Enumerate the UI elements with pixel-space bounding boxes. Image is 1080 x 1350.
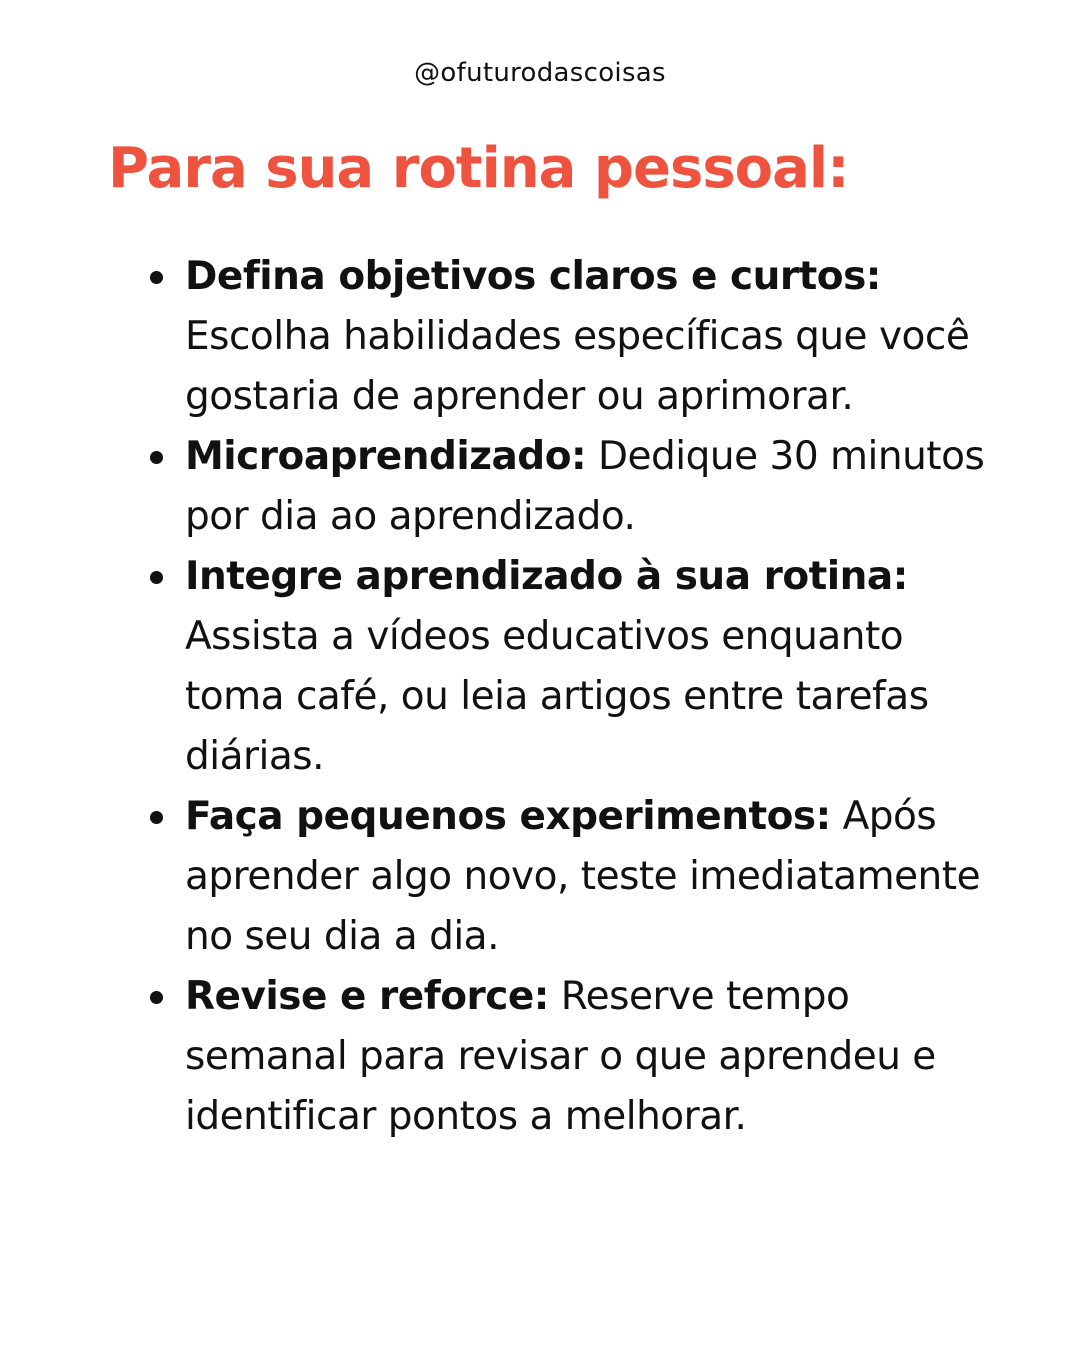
bullet-term: Integre aprendizado à sua rotina: bbox=[185, 554, 908, 599]
page-title: Para sua rotina pessoal: bbox=[108, 136, 849, 201]
bullet-text: Após aprender algo novo, teste imediatamente no seu dia a dia. bbox=[185, 794, 981, 959]
bullet-term: Revise e reforce: bbox=[185, 974, 549, 1019]
bullet-icon bbox=[150, 571, 163, 584]
list-item bbox=[185, 247, 985, 427]
tips-list bbox=[185, 247, 985, 1147]
list-item bbox=[185, 547, 985, 787]
list-item bbox=[185, 787, 985, 967]
bullet-icon bbox=[150, 271, 163, 284]
list-item bbox=[185, 427, 985, 547]
bullet-icon bbox=[150, 991, 163, 1004]
bullet-text: Dedique 30 minutos por dia ao aprendizado. bbox=[185, 434, 985, 539]
bullet-term: Microaprendizado: bbox=[185, 434, 587, 479]
bullet-term: Defina objetivos claros e curtos: bbox=[185, 254, 881, 299]
bullet-text: Reserve tempo semanal para revisar o que aprendeu e identificar pontos a melhorar. bbox=[185, 974, 936, 1139]
bullet-term: Faça pequenos experimentos: bbox=[185, 794, 831, 839]
bullet-icon bbox=[150, 811, 163, 824]
list-item bbox=[185, 967, 985, 1147]
account-handle: @ofuturodascoisas bbox=[414, 58, 666, 88]
bullet-text: Escolha habilidades específicas que você gostaria de aprender ou aprimorar. bbox=[185, 314, 970, 419]
bullet-text: Assista a vídeos educativos enquanto toma café, ou leia artigos entre tarefas diárias. bbox=[185, 614, 929, 779]
bullet-icon bbox=[150, 451, 163, 464]
